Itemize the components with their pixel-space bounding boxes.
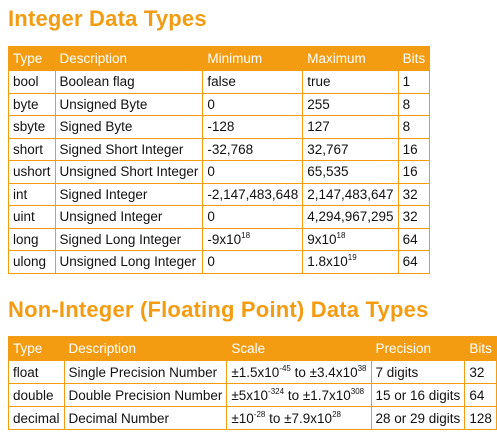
table-row — [9, 183, 430, 206]
header-bits: Bits — [465, 337, 497, 361]
minimum-cell: -32,768 — [203, 138, 303, 161]
maximum-cell — [303, 228, 398, 251]
description-cell: Unsigned Byte — [55, 93, 203, 116]
bits-cell: 16 — [398, 161, 430, 184]
scale-max-base: ±1.7x10 — [302, 387, 351, 403]
type-cell: decimal — [9, 407, 65, 430]
max-exponent: 18 — [336, 230, 346, 240]
bits-cell: 1 — [398, 71, 430, 94]
description-cell: Decimal Number — [64, 407, 227, 430]
description-cell: Signed Short Integer — [55, 138, 203, 161]
bits-cell: 32 — [465, 361, 497, 384]
header-type: Type — [9, 47, 56, 71]
max-base: 9x10 — [307, 231, 337, 247]
type-cell: uint — [9, 206, 56, 229]
header-description: Description — [55, 47, 203, 71]
minimum-cell: 0 — [203, 93, 303, 116]
header-precision: Precision — [371, 337, 465, 361]
type-cell: double — [9, 384, 65, 407]
table-row — [9, 384, 497, 407]
precision-cell: 7 digits — [371, 361, 465, 384]
scale-min-exponent: -324 — [268, 386, 285, 396]
bits-cell: 8 — [398, 116, 430, 139]
max-exponent: 19 — [347, 253, 357, 263]
table-row — [9, 206, 430, 229]
integer-types-title: Integer Data Types — [8, 6, 207, 31]
maximum-cell: 4,294,967,295 — [303, 206, 398, 229]
table-row — [9, 116, 430, 139]
table-row — [9, 228, 430, 251]
floating-point-types-title: Non-Integer (Floating Point) Data Types — [8, 297, 429, 322]
bits-cell: 32 — [398, 183, 430, 206]
minimum-cell: false — [203, 71, 303, 94]
scale-min-exponent: -45 — [279, 363, 291, 373]
scale-max-base: ±3.4x10 — [309, 364, 358, 380]
bits-cell: 64 — [398, 228, 430, 251]
scale-cell — [227, 407, 371, 430]
description-cell: Unsigned Short Integer — [55, 161, 203, 184]
maximum-cell: 127 — [303, 116, 398, 139]
bits-cell: 128 — [465, 407, 497, 430]
type-cell: sbyte — [9, 116, 56, 139]
scale-max-exponent: 38 — [357, 363, 367, 373]
floating-point-types-table — [8, 336, 497, 430]
description-cell: Double Precision Number — [64, 384, 227, 407]
type-cell: ulong — [9, 251, 56, 274]
description-cell: Unsigned Long Integer — [55, 251, 203, 274]
maximum-cell: 2,147,483,647 — [303, 183, 398, 206]
scale-min-base: ±10 — [231, 410, 254, 426]
minimum-cell: 0 — [203, 161, 303, 184]
table-row — [9, 361, 497, 384]
minimum-cell: 0 — [203, 251, 303, 274]
integer-types-table — [8, 46, 430, 274]
header-description: Description — [64, 337, 227, 361]
maximum-cell: 255 — [303, 93, 398, 116]
minimum-cell: 0 — [203, 206, 303, 229]
min-exponent: 18 — [241, 230, 251, 240]
maximum-cell — [303, 251, 398, 274]
precision-cell: 28 or 29 digits — [371, 407, 465, 430]
scale-min-base: ±5x10 — [231, 387, 269, 403]
table-header-row — [9, 337, 497, 361]
max-base: 1.8x10 — [307, 254, 348, 270]
scale-min-exponent: -28 — [253, 409, 266, 419]
bits-cell: 64 — [465, 384, 497, 407]
description-cell: Signed Long Integer — [55, 228, 203, 251]
bits-cell: 32 — [398, 206, 430, 229]
table-row — [9, 161, 430, 184]
scale-max-base: ±7.9x10 — [284, 410, 333, 426]
type-cell: ushort — [9, 161, 56, 184]
scale-separator: to — [265, 410, 285, 426]
type-cell: bool — [9, 71, 56, 94]
minimum-cell — [203, 228, 303, 251]
scale-cell — [227, 361, 371, 384]
scale-max-exponent: 308 — [350, 386, 365, 396]
table-row — [9, 251, 430, 274]
description-cell: Unsigned Integer — [55, 206, 203, 229]
minimum-cell: -2,147,483,648 — [203, 183, 303, 206]
table-row — [9, 138, 430, 161]
min-base: -9x10 — [207, 231, 242, 247]
scale-cell — [227, 384, 371, 407]
scale-separator: to — [284, 387, 303, 403]
header-scale: Scale — [227, 337, 371, 361]
table-row — [9, 407, 497, 430]
bits-cell: 64 — [398, 251, 430, 274]
header-maximum: Maximum — [303, 47, 398, 71]
description-cell: Single Precision Number — [64, 361, 227, 384]
table-row — [9, 93, 430, 116]
scale-min-base: ±1.5x10 — [231, 364, 280, 380]
maximum-cell: true — [303, 71, 398, 94]
type-cell: long — [9, 228, 56, 251]
description-cell: Boolean flag — [55, 71, 203, 94]
header-type: Type — [9, 337, 65, 361]
table-header-row — [9, 47, 430, 71]
maximum-cell: 32,767 — [303, 138, 398, 161]
bits-cell: 16 — [398, 138, 430, 161]
scale-max-exponent: 28 — [332, 409, 341, 419]
type-cell: float — [9, 361, 65, 384]
scale-separator: to — [290, 364, 310, 380]
header-minimum: Minimum — [203, 47, 303, 71]
bits-cell: 8 — [398, 93, 430, 116]
type-cell: byte — [9, 93, 56, 116]
type-cell: short — [9, 138, 56, 161]
description-cell: Signed Byte — [55, 116, 203, 139]
description-cell: Signed Integer — [55, 183, 203, 206]
table-row — [9, 71, 430, 94]
minimum-cell: -128 — [203, 116, 303, 139]
maximum-cell: 65,535 — [303, 161, 398, 184]
precision-cell: 15 or 16 digits — [371, 384, 465, 407]
type-cell: int — [9, 183, 56, 206]
header-bits: Bits — [398, 47, 430, 71]
